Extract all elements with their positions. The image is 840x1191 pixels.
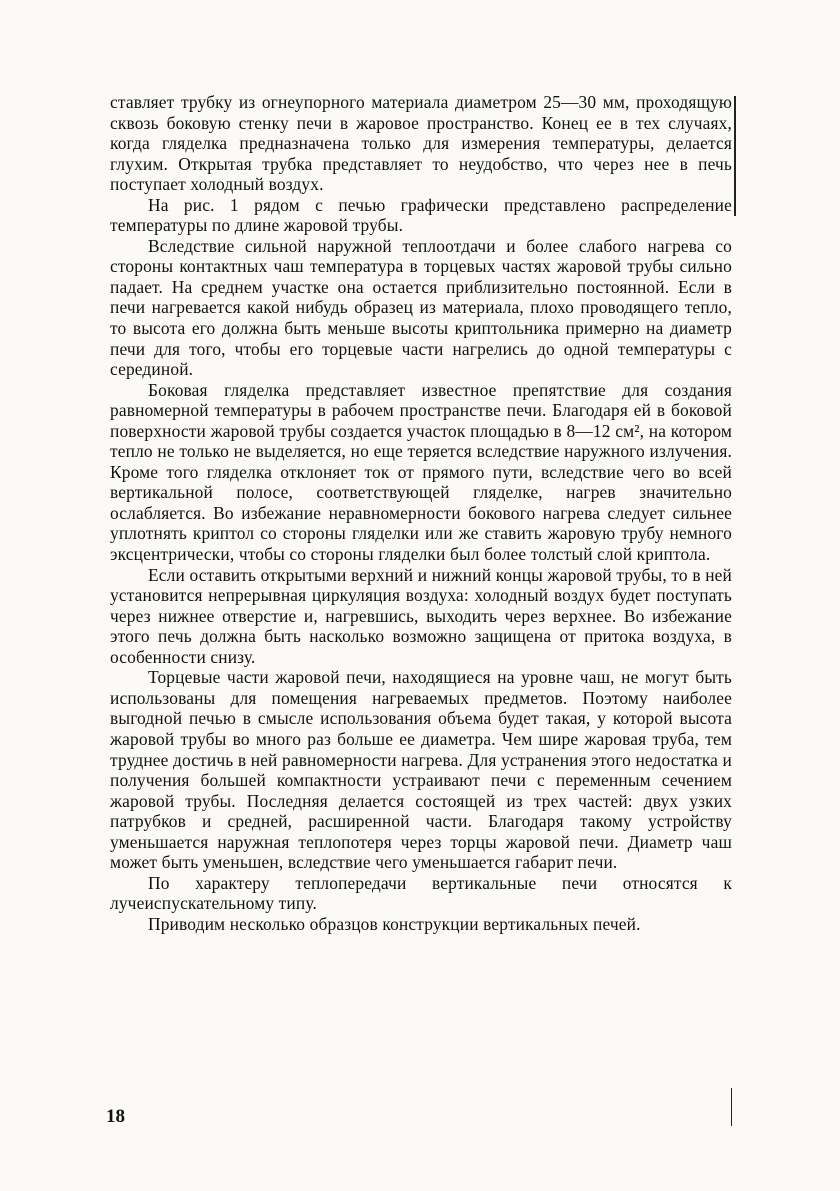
paragraph-5: Если оставить открытыми верхний и нижний концы жаровой трубы, то в ней установится непрерывная циркуляция воздуха: холодный воздух будет поступать через нижнее отверстие и, нагревшись, выходить через верхнее. Во избежание этого печь должна быть насколько возможно защищена от притока воздуха, в особенности снизу. bbox=[110, 564, 732, 667]
scan-edge-mark-bottom bbox=[731, 1088, 732, 1126]
scan-edge-mark-top bbox=[734, 96, 736, 216]
body-text bbox=[110, 92, 732, 934]
page-number: 18 bbox=[106, 1106, 125, 1127]
paragraph-4: Боковая гляделка представляет известное препятствие для создания равномерной температуры в рабочем пространстве печи. Благодаря ей в боковой поверхности жаровой трубы создается участок площадью в 8—12 см², на котором тепло не только не выделяется, но еще теряется вследствие наружного излучения. Кроме того гляделка отклоняет ток от прямого пути, вследствие чего во всей вертикальной полосе, соответствующей гляделке, нагрев значительно ослабляется. Во избежание неравномерности бокового нагрева следует сильнее уплотнять криптол со стороны гляделки или же ставить жаровую трубу немного эксцентрически, чтобы со стороны гляделки был более толстый слой криптола. bbox=[110, 379, 732, 565]
paragraph-3: Вследствие сильной наружной теплоотдачи и более слабого нагрева со стороны контактных чаш температура в торцевых частях жаровой трубы сильно падает. На среднем участке она остается приблизительно постоянной. Если в печи нагревается какой нибудь образец из материала, плохо проводящего тепло, то высота его должна быть меньше высоты криптольника примерно на диаметр печи для того, чтобы его торцевые части нагрелись до одной температуры с серединой. bbox=[110, 235, 732, 380]
paragraph-2: На рис. 1 рядом с печью графически представлено распределение температуры по длине жаровой трубы. bbox=[110, 194, 732, 236]
paragraph-7: По характеру теплопередачи вертикальные печи относятся к лучеиспускательному типу. bbox=[110, 872, 732, 914]
paragraph-8: Приводим несколько образцов конструкции вертикальных печей. bbox=[148, 913, 641, 934]
paragraph-1: ставляет трубку из огнеупорного материала диаметром 25—30 мм, проходящую сквозь боковую стенку печи в жаровое пространство. Конец ее в тех случаях, когда гляделка предназначена только для измерения температуры, делается глухим. Открытая трубка представляет то неудобство, что через нее в печь поступает холодный воздух. bbox=[110, 92, 732, 195]
paragraph-6: Торцевые части жаровой печи, находящиеся на уровне чаш, не могут быть использованы для помещения нагреваемых предметов. Поэтому наиболее выгодной печью в смысле использования объема будет такая, у которой высота жаровой трубы во много раз больше ее диаметра. Чем шире жаровая труба, тем труднее достичь в ней равномерности нагрева. Для устранения этого недостатка и получения большей компактности устраивают печи с переменным сечением жаровой трубы. Последняя делается состоящей из трех частей: двух узких патрубков и средней, расширенной части. Благодаря такому устройству уменьшается наружная теплопотеря через торцы жаровой печи. Диаметр чаш может быть уменьшен, вследствие чего уменьшается габарит печи. bbox=[110, 667, 732, 873]
